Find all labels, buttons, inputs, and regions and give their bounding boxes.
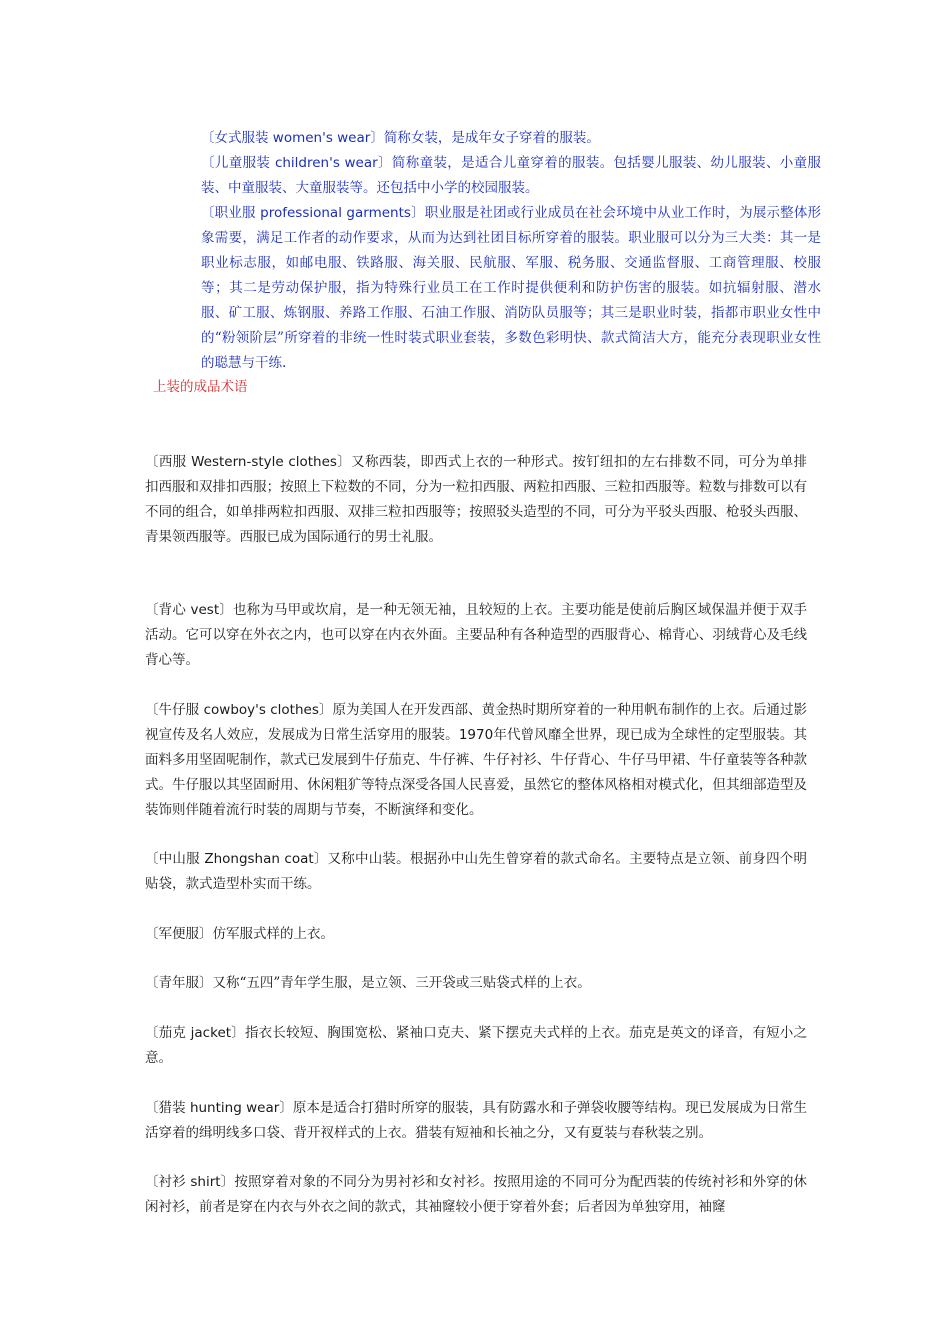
zhongshan-term: 〔中山服 bbox=[145, 851, 200, 867]
vest-term: 〔背心 bbox=[145, 602, 187, 618]
zhongshan-english: Zhongshan coat bbox=[204, 851, 314, 867]
childrens-wear-paragraph bbox=[201, 151, 821, 201]
blue-category-section bbox=[201, 126, 821, 376]
professional-garments-definition: 〕职业服是社团或行业成员在社会环境中从业工作时，为展示整体形象需要，满足工作者的动作要求，从而为达到社团目标所穿着的服装。职业服可以分为三大类：其一是职业标志服，如邮电服、铁路服、海关服、民航服、军服、税务服、交通监督服、工商管理服、校服等；其二是劳动保护服，指为特殊行业员工在工作时提供便利和防护伤害的服装。如抗辐射服、潜水服、矿工服、炼钢服、养路工作服、石油工作服、消防队员服等；其三是职业时装，指都市职业女性中的“粉领阶层”所穿着的非统一性时装式职业套装，多数色彩明快、款式简洁大方，能充分表现职业女性的聪慧与干练. bbox=[201, 205, 822, 371]
womens-wear-paragraph bbox=[201, 126, 821, 151]
hunting-definition: 〕原本是适合打猎时所穿的服装，具有防露水和子弹袋收腰等结构。现已发展成为日常生活穿着的缉明线多口袋、背开衩样式的上衣。猎装有短袖和长袖之分，又有夏装与春秋装之别。 bbox=[145, 1100, 808, 1141]
western-definition: 〕又称西装，即西式上衣的一种形式。按钉纽扣的左右排数不同，可分为单排扣西服和双排扣西服；按照上下粒数的不同，分为一粒扣西服、两粒扣西服、三粒扣西服等。粒数与排数可以有不同的组合，如单排两粒扣西服、双排三粒扣西服等；按照驳头造型的不同，可分为平驳头西服、枪驳头西服、青果领西服等。西服已成为国际通行的男士礼服。 bbox=[145, 454, 808, 545]
cowboy-definition-part1: 〕原为美国人在开发西部、黄金热时期所穿着的一种用帆布制作的上衣。后通过影视宣传及名人效应，发展成为日常生活穿用的服装。 bbox=[145, 702, 808, 743]
professional-garments-english: professional garments bbox=[260, 205, 411, 221]
womens-wear-term: 〔女式服装 bbox=[201, 130, 269, 146]
zhongshan-coat-entry bbox=[145, 847, 807, 897]
childrens-wear-term: 〔儿童服装 bbox=[201, 155, 271, 171]
cowboy-definition-part2: 年代曾风靡全世界，现已成为全球性的定型服装。其面料多用坚固呢制作，款式已发展到牛仔茄克、牛仔裤、牛仔衬衫、牛仔背心、牛仔马甲裙、牛仔童装等各种款式。牛仔服以其坚固耐用、休闲粗犷等特点深受各国人民喜爱，虽然它的整体风格相对模式化，但其细部造型及装饰则伴随着流行时装的周期与节奏，不断演绎和变化。 bbox=[145, 727, 808, 818]
hunting-term: 〔猎装 bbox=[145, 1100, 186, 1116]
jacket-entry bbox=[145, 1021, 807, 1071]
childrens-wear-definition: 〕简称童装，是适合儿童穿着的服装。包括婴儿服装、幼儿服装、小童服装、中童服装、大童服装等。还包括中小学的校园服装。 bbox=[201, 155, 822, 196]
western-style-clothes-entry bbox=[145, 450, 807, 550]
shirt-term: 〔衬衫 bbox=[145, 1174, 186, 1190]
cowboy-clothes-entry bbox=[145, 698, 807, 823]
shirt-entry bbox=[145, 1170, 807, 1220]
womens-wear-definition: 〕简称女装，是成年女子穿着的服装。 bbox=[370, 130, 600, 146]
zhongshan-definition: 〕又称中山装。根据孙中山先生曾穿着的款式命名。主要特点是立领、前身四个明贴袋，款式造型朴实而干练。 bbox=[145, 851, 808, 892]
jacket-term: 〔茄克 bbox=[145, 1025, 187, 1041]
shirt-english: shirt bbox=[190, 1174, 221, 1190]
vest-definition: 〕也称为马甲或坎肩，是一种无领无袖，且较短的上衣。主要功能是使前后胸区域保温并便于双手活动。它可以穿在外衣之内，也可以穿在内衣外面。主要品种有各种造型的西服背心、棉背心、羽绒背心及毛线背心等。 bbox=[145, 602, 807, 668]
vest-entry bbox=[145, 598, 807, 673]
professional-garments-term: 〔职业服 bbox=[201, 205, 256, 221]
western-english: Western-style clothes bbox=[191, 454, 337, 470]
western-term: 〔西服 bbox=[145, 454, 187, 470]
hunting-english: hunting wear bbox=[189, 1100, 280, 1116]
cowboy-year: 1970 bbox=[458, 727, 494, 743]
cowboy-english: cowboy's clothes bbox=[203, 702, 319, 718]
vest-english: vest bbox=[190, 602, 220, 618]
jacket-english: jacket bbox=[190, 1025, 232, 1041]
youth-suit-entry: 〔青年服〕又称“五四”青年学生服，是立领、三开袋或三贴袋式样的上衣。 bbox=[145, 975, 591, 991]
military-casual-entry: 〔军便服〕仿军服式样的上衣。 bbox=[145, 926, 334, 942]
professional-garments-paragraph bbox=[201, 201, 821, 376]
womens-wear-english: women's wear bbox=[272, 130, 371, 146]
cowboy-term: 〔牛仔服 bbox=[145, 702, 200, 718]
childrens-wear-english: children's wear bbox=[274, 155, 378, 171]
jacket-definition: 〕指衣长较短、胸围宽松、紧袖口克夫、紧下摆克夫式样的上衣。茄克是英文的译音，有短小之意。 bbox=[145, 1025, 808, 1066]
shirt-definition: 〕按照穿着对象的不同分为男衬衫和女衬衫。按照用途的不同可分为配西装的传统衬衫和外穿的休闲衬衫，前者是穿在内衣与外衣之间的款式，其袖窿较小便于穿着外套；后者因为单独穿用，袖窿 bbox=[145, 1174, 808, 1215]
section-subheading: 上装的成品术语 bbox=[153, 379, 248, 395]
hunting-wear-entry bbox=[145, 1096, 807, 1146]
